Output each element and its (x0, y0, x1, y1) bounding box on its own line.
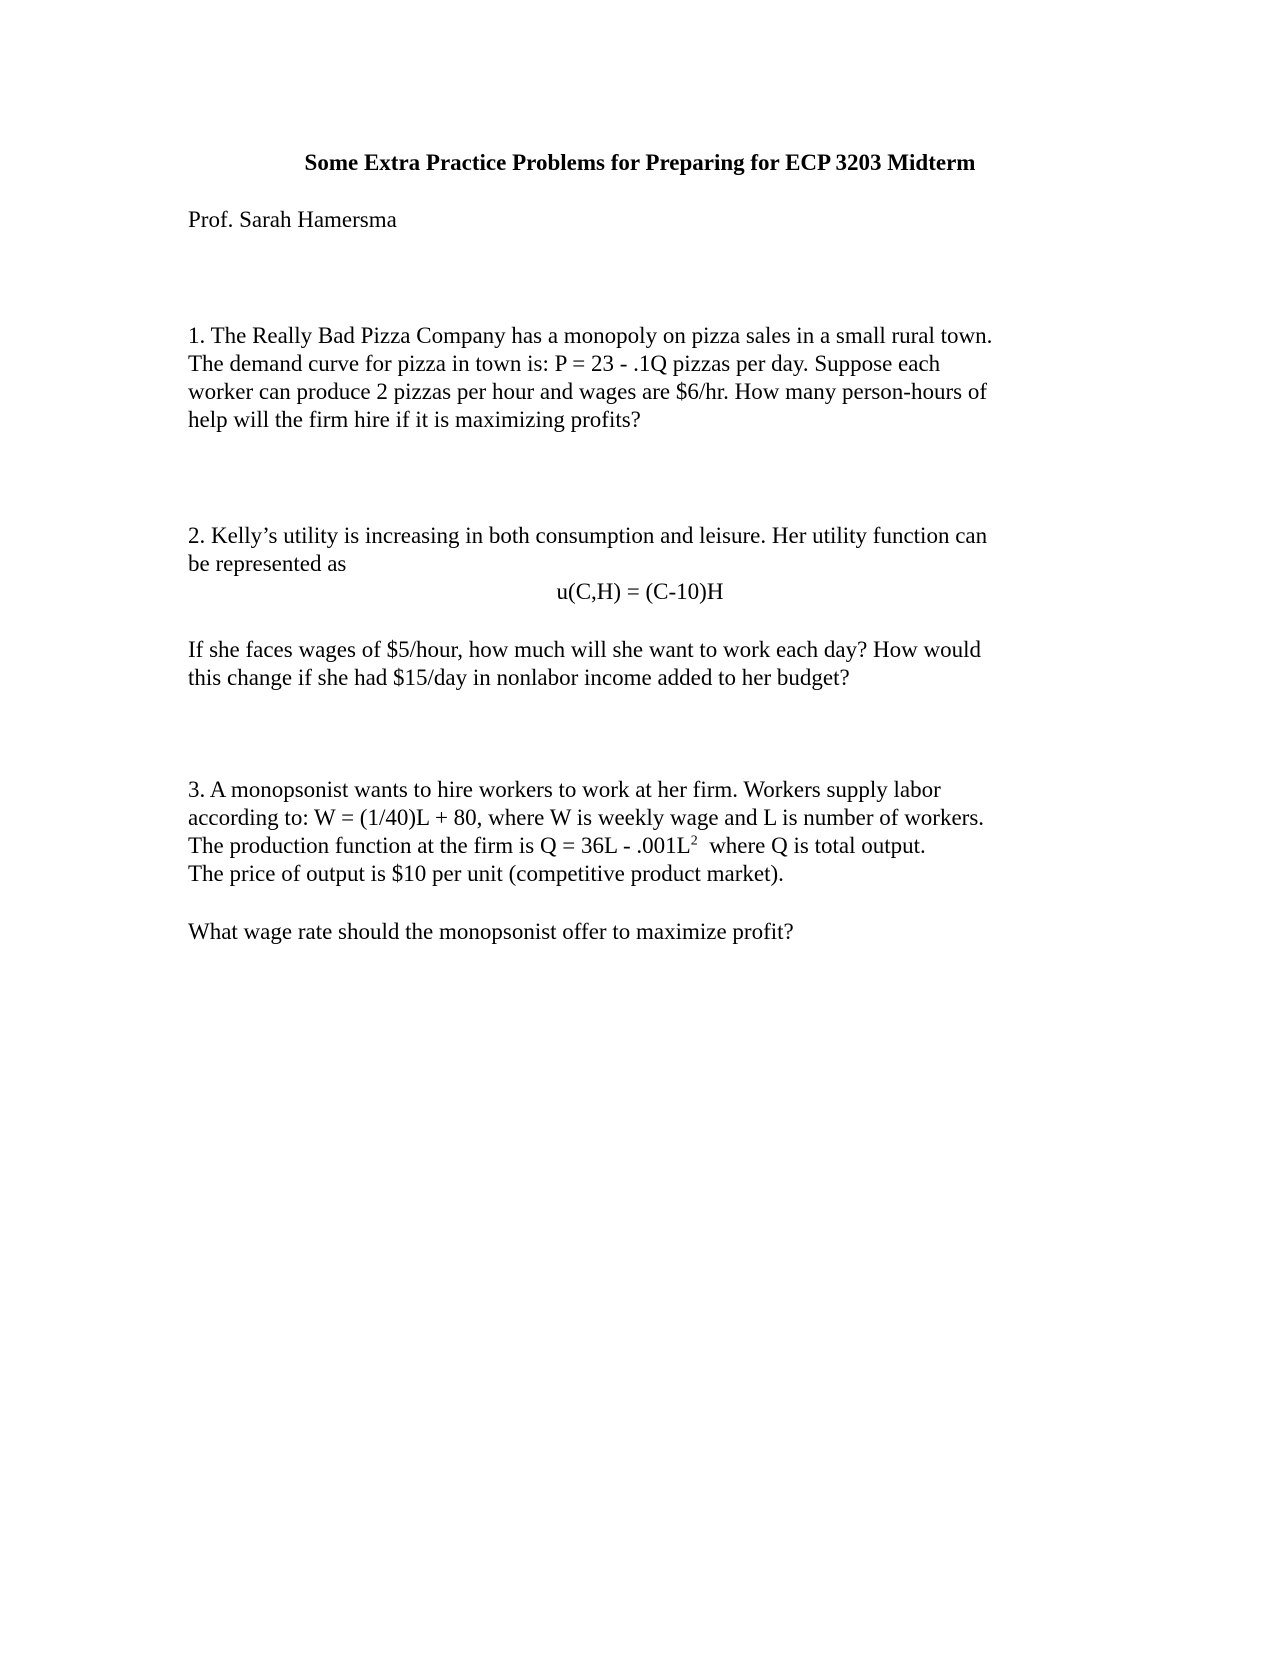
page-title: Some Extra Practice Problems for Preparing for ECP 3203 Midterm (304, 150, 976, 175)
author-line: Prof. Sarah Hamersma (188, 207, 397, 232)
problem-1-line-2: The demand curve for pizza in town is: P = 23 - .1Q pizzas per day. Suppose each (188, 351, 941, 376)
production-function-tail: where Q is total output. (697, 833, 926, 858)
exponent: 2 (690, 833, 698, 849)
problem-3-line-3 (188, 832, 926, 860)
problem-2-followup-2: this change if she had $15/day in nonlabor income added to her budget? (188, 665, 850, 690)
problem-1-line-4: help will the firm hire if it is maximizing profits? (188, 407, 641, 432)
problem-3-line-4: The price of output is $10 per unit (competitive product market). (188, 861, 784, 886)
problem-2-followup-1: If she faces wages of $5/hour, how much will she want to work each day? How would (188, 637, 982, 662)
problem-1-line-1: 1. The Really Bad Pizza Company has a monopoly on pizza sales in a small rural town. (188, 323, 993, 348)
problem-1-line-3: worker can produce 2 pizzas per hour and wages are $6/hr. How many person-hours of (188, 379, 987, 404)
problem-3-line-1: 3. A monopsonist wants to hire workers to work at her firm. Workers supply labor (188, 777, 941, 802)
problem-2-line-1: 2. Kelly’s utility is increasing in both consumption and leisure. Her utility function can (188, 523, 988, 548)
problem-3-question: What wage rate should the monopsonist offer to maximize profit? (188, 919, 794, 944)
problem-3-line-2: according to: W = (1/40)L + 80, where W is weekly wage and L is number of workers. (188, 805, 985, 830)
problem-2-line-2: be represented as (188, 551, 347, 576)
production-function-text: The production function at the firm is Q = 36L - .001L (188, 833, 691, 858)
problem-2-equation: u(C,H) = (C-10)H (556, 579, 724, 604)
